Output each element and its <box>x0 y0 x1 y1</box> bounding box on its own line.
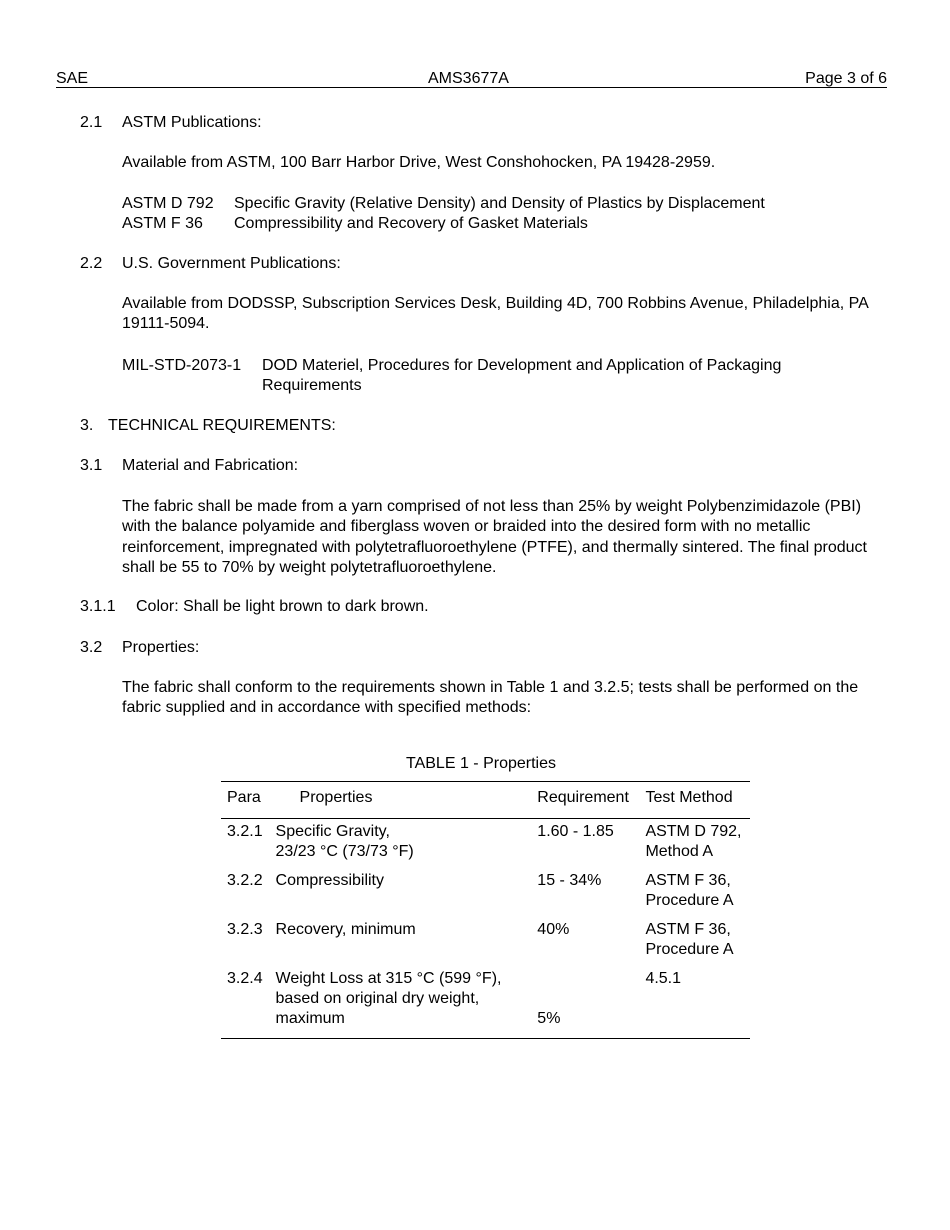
section-3-1-1-text: Color: Shall be light brown to dark brown. <box>136 598 429 615</box>
ref-title: Compressibility and Recovery of Gasket Materials <box>234 215 588 232</box>
header-doc-id: AMS3677A <box>428 70 509 87</box>
section-3-1-title: Material and Fabrication: <box>122 457 299 474</box>
ref-id: ASTM F 36 <box>122 215 203 232</box>
col-header-test-method: Test Method <box>645 782 750 819</box>
cell-line: Method A <box>645 843 714 860</box>
ref-title: DOD Materiel, Procedures for Development and Application of Packaging Requirements <box>262 357 782 395</box>
cell-property: Recovery, minimum <box>275 921 416 938</box>
ref-title: Specific Gravity (Relative Density) and Density of Plastics by Displacement <box>234 195 765 212</box>
section-3-number: 3. <box>80 417 94 434</box>
table-row <box>221 969 750 1039</box>
cell-line: maximum <box>275 1010 345 1027</box>
header-page-number: Page 3 of 6 <box>805 70 887 87</box>
cell-para: 3.2.3 <box>227 921 263 938</box>
cell-line: 23/23 °C (73/73 °F) <box>275 843 414 860</box>
section-3-1-1-number: 3.1.1 <box>80 598 116 615</box>
cell-test-method <box>645 871 750 920</box>
header-rule <box>56 87 887 88</box>
cell-property <box>276 969 538 1039</box>
cell-requirement: 1.60 - 1.85 <box>537 823 614 840</box>
section-3-2-body: The fabric shall conform to the requirements shown in Table 1 and 3.2.5; tests shall be performed on the fabric supplied and in accordance with specified methods: <box>122 679 859 717</box>
section-3-title: TECHNICAL REQUIREMENTS: <box>108 417 336 434</box>
cell-para: 3.2.1 <box>227 823 263 840</box>
cell-line: Specific Gravity, <box>275 823 390 840</box>
cell-line: ASTM F 36, <box>645 872 731 889</box>
cell-property: Compressibility <box>275 872 384 889</box>
table-caption: TABLE 1 - Properties <box>406 755 556 772</box>
cell-test-method: 4.5.1 <box>645 970 682 987</box>
ref-id: ASTM D 792 <box>122 195 214 212</box>
section-3-1-body: The fabric shall be made from a yarn comprised of not less than 25% by weight Polybenzimidazole (PBI) with the balance polyamide and fiberglass woven or braided into the desired form with no metallic reinforcement, impregnated with polytetrafluoroethylene (PTFE), and thermally sintered. The final product shall be 55 to 70% by weight polytetrafluoroethylene. <box>122 498 867 576</box>
section-3-1-number: 3.1 <box>80 457 103 474</box>
cell-requirement: 40% <box>537 921 570 938</box>
table-row <box>221 920 750 969</box>
section-2-1-available: Available from ASTM, 100 Barr Harbor Drive, West Conshohocken, PA 19428-2959. <box>122 154 716 171</box>
section-2-2-title: U.S. Government Publications: <box>122 255 341 272</box>
cell-requirement: 5% <box>537 1010 561 1027</box>
cell-property <box>276 819 538 872</box>
section-2-1-number: 2.1 <box>80 114 103 131</box>
cell-para: 3.2.4 <box>227 970 263 987</box>
table-row <box>221 819 750 872</box>
col-header-properties: Properties <box>276 782 538 819</box>
col-header-para: Para <box>221 782 276 819</box>
table-header-row <box>221 782 750 819</box>
cell-requirement: 15 - 34% <box>537 872 602 889</box>
col-header-requirement: Requirement <box>537 782 645 819</box>
cell-line: Procedure A <box>645 892 734 909</box>
ref-id: MIL-STD-2073-1 <box>122 357 242 374</box>
cell-line: ASTM F 36, <box>645 921 731 938</box>
section-2-2-available: Available from DODSSP, Subscription Services Desk, Building 4D, 700 Robbins Avenue, Philadelphia, PA 19111-5094. <box>122 295 868 333</box>
section-2-1-title: ASTM Publications: <box>122 114 262 131</box>
table-row <box>221 871 750 920</box>
header-org: SAE <box>56 70 89 87</box>
cell-para: 3.2.2 <box>227 872 263 889</box>
cell-line: based on original dry weight, <box>275 990 480 1007</box>
cell-test-method <box>645 920 750 969</box>
cell-line: ASTM D 792, <box>645 823 742 840</box>
properties-table <box>221 781 750 1039</box>
section-3-2-title: Properties: <box>122 639 200 656</box>
cell-line: Weight Loss at 315 °C (599 °F), <box>275 970 502 987</box>
cell-test-method <box>645 819 750 872</box>
section-3-2-number: 3.2 <box>80 639 103 656</box>
section-2-2-number: 2.2 <box>80 255 103 272</box>
cell-line: Procedure A <box>645 941 734 958</box>
